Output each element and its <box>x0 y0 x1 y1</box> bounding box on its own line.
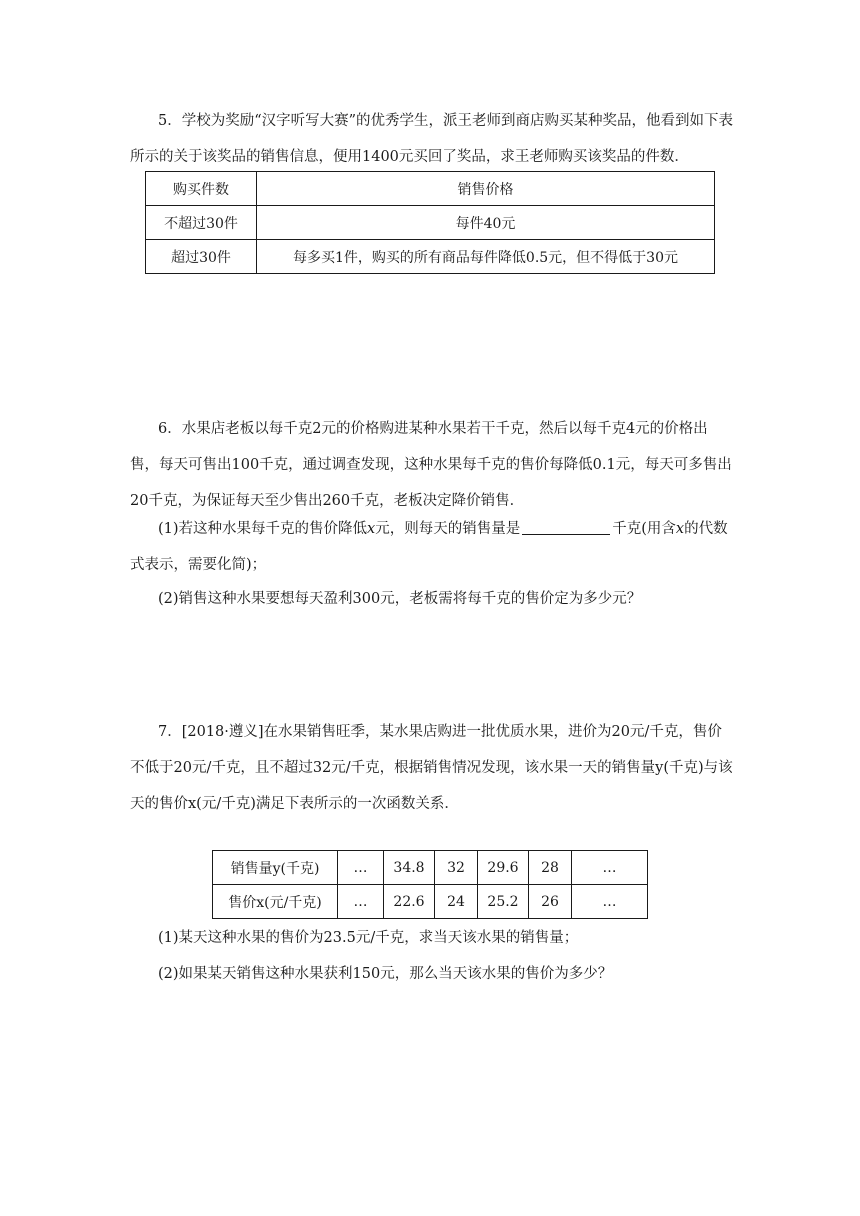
question-7-part-2: (2)如果某天销售这种水果获利150元，那么当天该水果的售价为多少？ <box>158 966 613 982</box>
question-7-table <box>212 850 648 919</box>
table-cell: 不超过30件 <box>146 206 257 240</box>
table-cell: 29.6 <box>478 851 529 885</box>
part-1-text: 千克(用含 <box>612 521 676 537</box>
table-cell: 超过30件 <box>146 240 257 274</box>
table-cell: 每件40元 <box>257 206 715 240</box>
table-cell: 32 <box>435 851 478 885</box>
question-5-table <box>145 171 715 274</box>
table-row-label: 销售量y(千克) <box>213 851 338 885</box>
question-6-part-2: (2)销售这种水果要想每天盈利300元，老板需将每千克的售价定为多少元？ <box>158 591 642 607</box>
table-header-row <box>146 172 715 206</box>
part-1-text: (1)若这种水果每千克的售价降低 <box>158 521 368 537</box>
table-row <box>146 240 715 274</box>
table-cell: 24 <box>435 885 478 919</box>
question-5-text: 5．学校为奖励“汉字听写大赛”的优秀学生，派王老师到商店购买某种奖品，他看到如下表所示的关于该奖品的销售信息，便用1400元买回了奖品，求王老师购买该奖品的件数． <box>130 113 734 165</box>
table-cell: … <box>338 851 384 885</box>
question-7-text: 7．[2018·遵义]在水果销售旺季，某水果店购进一批优质水果，进价为20元/千克，售价不低于20元/千克，且不超过32元/千克，根据销售情况发现，该水果一天的销售量y(千克)与该天的售价x(元/千克)满足下表所示的一次函数关系． <box>130 724 733 812</box>
table-cell: 每多买1件，购买的所有商品每件降低0.5元，但不得低于30元 <box>257 240 715 274</box>
variable-x: x <box>367 521 376 537</box>
table-cell: … <box>338 885 384 919</box>
table-cell: … <box>572 885 648 919</box>
table-cell: … <box>572 851 648 885</box>
part-1-text: 的代数式表示，需要化简)； <box>130 521 728 573</box>
answer-blank[interactable] <box>522 518 610 535</box>
question-6-part-1 <box>130 511 735 583</box>
table-row-label: 售价x(元/千克) <box>213 885 338 919</box>
table-header-cell: 销售价格 <box>257 172 715 206</box>
table-cell: 25.2 <box>478 885 529 919</box>
table-row <box>213 885 648 919</box>
table-row <box>146 206 715 240</box>
question-7-part-1: (1)某天这种水果的售价为23.5元/千克，求当天该水果的销售量； <box>158 930 579 946</box>
table-cell: 28 <box>529 851 572 885</box>
variable-x: x <box>675 521 685 537</box>
part-1-text: 元，则每天的销售量是 <box>375 521 521 537</box>
table-row <box>213 851 648 885</box>
table-cell: 26 <box>529 885 572 919</box>
question-6-text: 6．水果店老板以每千克2元的价格购进某种水果若干千克，然后以每千克4元的价格出售，每天可售出100千克，通过调查发现，这种水果每千克的售价每降低0.1元，每天可多售出20千克，为保证每天至少售出260千克，老板决定降价销售． <box>130 421 732 509</box>
table-header-cell: 购买件数 <box>146 172 257 206</box>
table-cell: 34.8 <box>384 851 435 885</box>
table-cell: 22.6 <box>384 885 435 919</box>
